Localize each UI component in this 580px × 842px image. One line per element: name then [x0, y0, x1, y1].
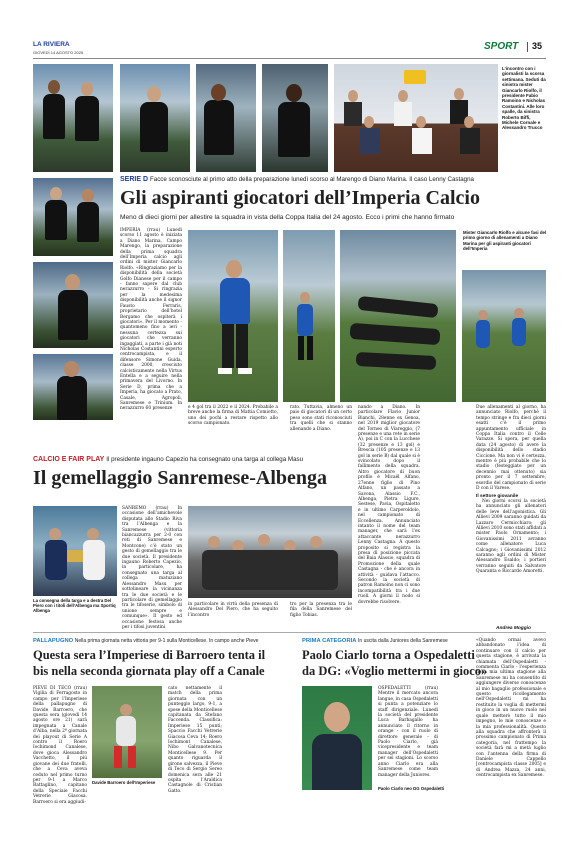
article3-col1: PIEVE DI TECO (rrau) Vigilia di Ferragosto in campo per l’Imperiese della pallapugno di Davide Barroero, che questa sera (giovedì 14 agosto ore 21) sarà impegnata a Canale d’Alba, nella 2ª giornata dei playout di Serie A contro il Roero Iochimond Canalese, dove gioca Alessandro Vacchetto, il più giovane dei due fratelli, che a Ceva aveva ceduto nel primo turno per 9-1 a Marco Battaglino, capitano della Speciaie Facchi Vetrerie Giacosa. Barroero si era aggiudi- [33, 686, 87, 805]
article3-col2: cato nettamente il match della prima giornata con un punteggio largo, 9-1, a spese della Monticellese capitanata da Stefano Faccenda. Classifica: Imperiese 15 punti; Spaccio Facchi Vetrerie Giacosa Ceva 14; Roero Iochimont Canalese, Nibo Galvanotecnica Monticellese 9. Per quanto riguarda il girone salvezza, il Pieve di Teco di Sergio Sereo domenica sera alle 21 ospita l’Araldica Castagnole di Cristian Gatto. [168, 686, 223, 794]
article2-col3: tro per la presenza tra le fila della Sanremese del figlio Tobias. [290, 602, 352, 618]
article2-kicker: CALCIO E FAIR PLAY [33, 456, 105, 463]
ciarlo-photo-caption: Paolo Ciarlo neo DG Ospedaletti [378, 786, 445, 791]
article4-headline-1: Paolo Ciarlo torna a Ospedaletti [302, 648, 475, 662]
player-photo-2 [120, 64, 190, 172]
article4-col1: OSPEDALETTI (rrau) Mentre il mercato ancora langue, in casa Ospedaletti si punta a potenziare lo staff dirigenziale. Lunedì la società del presidente Luca Barbagallo ha annunciato il ritorno in orange - con il ruolo di direttore generale - di Paolo Ciarlo, già vicepresidente e team manager dell’Ospedaletti per sei stagioni. Lo scorso anno Ciarlo era alla Sanremese come team manager della Juniores. [378, 686, 438, 778]
player-photo-7 [33, 354, 113, 420]
player-photo-6 [33, 262, 113, 348]
training-photo-caption: Mister Giancarlo Riolfo e alcune fasi del primo giorno di allenamenti a Diano Marina per gli aspiranti giocatori dell’Imperia [463, 230, 547, 251]
press-conference-photo [334, 64, 498, 172]
article3-strap [33, 638, 295, 645]
article2-headline: Il gemellaggio Sanremese-Albenga [33, 467, 328, 489]
article4-strap [302, 638, 472, 645]
del-piero-photo [188, 506, 352, 598]
article4-headline-2: da DG: «Voglio mettermi in gioco» [302, 664, 488, 678]
section-label: SPORT [484, 41, 519, 52]
player-photo-1 [33, 64, 113, 172]
section-divider [527, 42, 528, 52]
article1-strap [120, 176, 546, 184]
article1-strap-text: Facce sconosciute al primo atto della preparazione lunedì scorso al Marengo di Diano Marina. Il caso Lenny Castagna [149, 176, 474, 183]
targa-photo [33, 506, 117, 596]
article1-subhead: Meno di dieci giorni per allestire la squadra in vista della Coppa Italia del 24 agosto. Ecco i primi che hanno firmato [120, 214, 455, 221]
article4-strap-text: In uscita dalla Juniores della Sanremese [358, 638, 448, 644]
ciarlo-photo [302, 686, 372, 790]
press-photo-caption: L’incontro con i giornalisti la scorsa settimana. Seduti da sinistra mister Giancarlo Riolfo, il presidente Fabio Ramoino e Nicholas Costantini. Alle loro spalle, da sinistra Roberto Biffi, Michele Cornale e Alessandro Trucco [502, 66, 546, 131]
article2-col1: SANREMO (rrau) In occasione dell’amichevole disputata allo Stadio Riva tra l’Albenga e la Sanremese (vittoria biancazzurra per 2-0 con reti di Sanremese e Montcone) c’è stato un gesto di gemellaggio tra le due società. Il presidente ingauno Roberto Capezio, in particolare, ha consegnato una targa al collega matuziano Alessandro Masu per sottolineare la vicinanza tra le due società e le particolare di gemellaggio tra le tifoserie, simbolo di unione sempre e comunque». Il gesto ed occasione festosa anche per i tifosi juventini [122, 506, 182, 630]
article3-strap-text: Nella prima giornata netta vittoria per 9-1 sulla Monticellese. In campo anche Pieve [74, 638, 259, 644]
training-photo-2 [340, 230, 456, 402]
article1-col2: e 4 gol tra il 2022 e il 2024. Probabile a breve anche la firma di Mattia Comiotto, uno dei pochi a restare rispetto allo scorso campionato. [188, 405, 278, 427]
issue-date: GIOVEDÌ 14 AGOSTO 2025 [33, 50, 84, 55]
player-photo-4 [262, 64, 328, 172]
article1-headline: Gli aspiranti giocatori dell’Imperia Calcio [120, 187, 480, 209]
page-number: 35 [532, 41, 543, 51]
article2-strap-text: Il presidente ingauno Capezio ha consegnato una targa al collega Masu [106, 456, 304, 463]
header-rule [33, 58, 546, 59]
player-photo-3 [196, 64, 256, 172]
article3-headline-1: Questa sera l’Imperiese di Barroero tenta il [33, 648, 266, 662]
training-photo-3 [462, 270, 546, 402]
coach-photo [188, 230, 278, 402]
article3-kicker: PALLAPUGNO [33, 638, 74, 644]
article1-col3: rato. Tuttavia, almeno un paio di giocatori di un certo peso sono stati riconosciuti tra quelli che si stanno allenando a Diano. [290, 405, 352, 432]
article1-col5: Due allenamenti al giorno, ha annunciato Riolfo, perché il tempo stringe e fra dieci giorni esatti c’è il primo appuntamento ufficiale in Coppa Italia contro il Celle Varazze. Si spera, per quella data (24 agosto) di avere la disponibilità dello stadio Ciccione. Ma non vi è certezza, mentre è più probabile che lo stadio (festeggiato per un decennio mai ottenuto) sia pronto per il 7 settembre, esordio del campionato di serie D con il Varese. Il settore giovanile Nei giorni scorsi la società ha annunciato gli allenatori delle leve dell’agonistica. Gli Allievi 2009 saranno guidati da Lazzaro Cermicchiaro; gli Allievi 2010 sono stati affidati a mister Paolo Ornamento; i Giovanissimi 2011 avranno come allenatore Luca Calcagno; i Giovanissimi 2012 saranno agli ordini di Mister Alessandro Esaldo; i portieri verranno seguiti da Salvatore Quaranta e Riccardo Amoretti. [476, 405, 546, 575]
article1-col5-subhead: Il settore giovanile [476, 493, 519, 499]
article2-strap [33, 456, 353, 464]
article1-byline: Andrea Moggio [496, 626, 531, 631]
article3-headline-2: bis nella seconda giornata play off a Canale [33, 664, 265, 678]
article1-col1: IMPERIA (rrau) Lunedì scorso 11 agosto è iniziata a Diano Marina, Campo Marengo, la preparazione della prima squadra dell’Imperia calcio agli ordini di mister Giancarlo Riolfo. «Ringraziamo per la disponibilità della società Golfo Dianese per il campo - fanno sapere dal club nerazzurro - Si ringrazia per la medesima disponibilità anche il signor Fausto Ferraris, proprietario dell’hotel Bergamo che ospiterà i giocatori». Per il momento - quantomeno fino a ieri - nessuna certezza sui giocatori che verranno ingaggiati, a parte i già noti Nicholas Costantini esperto centrocampista, e il difensore Simone Guida, classe 2000, cresciuto calcisticamente nella Virtus Entella e a seguire nella primavera del Livorno. In Serie D, prima che a Imperia, ha giocato a Prato, Casale, Agropoli, Sanremese e Trinium. In nerazzurro 60 presenze [120, 228, 182, 412]
article4-kicker: PRIMA CATEGORIA [302, 638, 357, 644]
barroero-photo [92, 686, 162, 778]
training-photo-1 [283, 230, 335, 402]
article1-kicker: SERIE D [120, 176, 149, 183]
player-photo-5 [33, 178, 113, 256]
bottom-section-rule [33, 632, 546, 633]
targa-photo-caption: La consegna della targa e a destra Del Piero con i titoli dell’Albenga ma Sportiq Albenga [33, 598, 116, 614]
barroero-photo-caption: Davide Barroero dell’Imperiese [92, 780, 156, 785]
article2-col4: «Quando ormai avevo abbandonato l’idea di continuare con il calcio per questa stagione, è arrivata la chiamata dell’Ospedaletti - commenta Ciarlo - l’esperienza nella mia ultima stagione alla Sanremese mi ha consentito di aggiungere diverse conoscenze al mio bagaglio professionale e questo ricollegamento nell’Ospedaletti mi ha restituito la voglia di mettermi in gioco in un nuovo ruolo nel quale metterò tutto il mio impegno, le mie conoscenze e la mia professionalità. Questo alla squadra che affronterà il prossimo campionato di Prima categoria, nel frattempo la società farà mi a metà luglio con l’antenna della firma di Daniele Cappello [centrocampista classe 2005] e di Andrea Mazza, 24 anni, centrocampista ex Sanremese. [476, 638, 546, 779]
article1-col4: nando a Diano. In particolare Flavio Junior Bianchi, 28enne ex Genoa, nel 2019 miglior giocatore del Torneo di Viareggio, (7 presenze e una rete in serie A), poi in C con la Lucchese (32 presenze e 13 gol) e Brescia (105 presenze e 13 gol in serie B) dal quale si è svincolato dopo il fallimento della squadra. Altro giocatore di buon profilo è Micaël Alfano, 27enne figlio di Pino Alfano, un passato a Savona, Alassio F.C., Albenga, Pietra Ligure, Sestese, Pavia, Ospitaletto e in ultimo Carperoldolo, nel campionato di Eccellenza. Annunciato intanto il nome del team manager, che sarà l’ex attaccante nerazzurro Lenny Castagna. A questo proposito si registra la presa di posizione piccata del Baia Alassio, squadra di Promozione della quale Castagna - che è ancora in attività - guidava l’attacco. Secondo la società di patron Ramoino non ci sono incompatibilità tra i due ruoli. A giorni il nodo si dovrebbe risolvere. [358, 405, 420, 605]
masthead: LA RIVIERA [33, 41, 70, 48]
article2-col2: in particolare in virtù della presenza di Alessandro Del Piero, che ha seguito l’incontro [188, 602, 278, 618]
